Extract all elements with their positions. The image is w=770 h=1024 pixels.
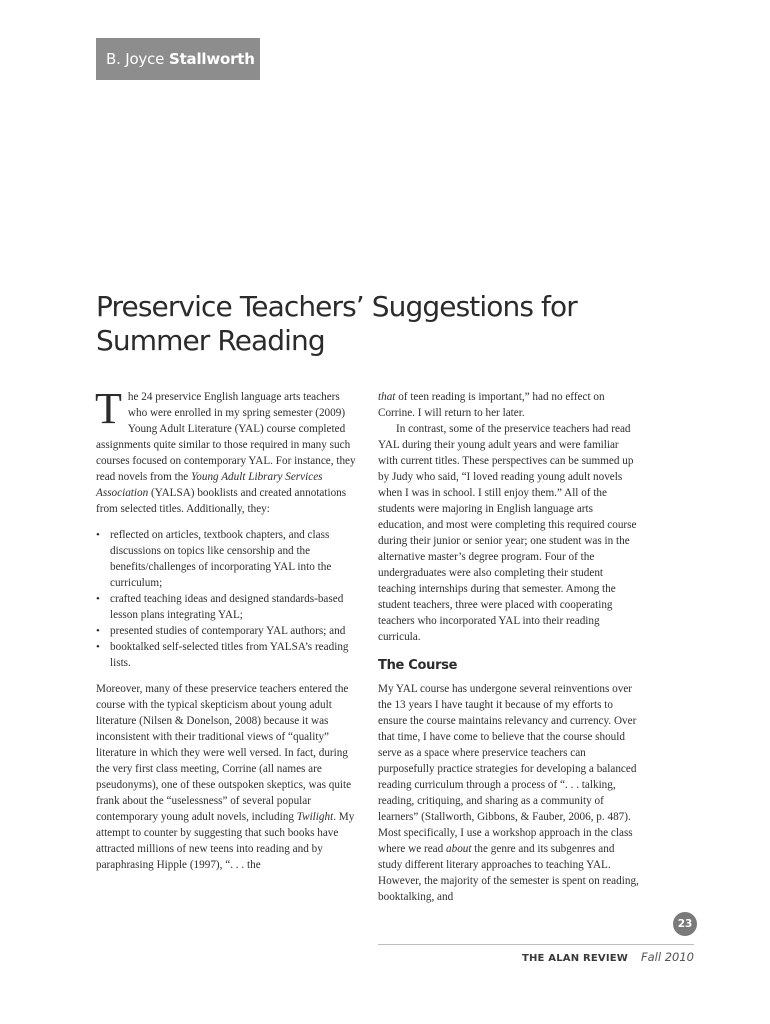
bullet-icon: • xyxy=(96,529,100,541)
continuation-text: of teen reading is important,” had no effect on Corrine. I will return to her later. xyxy=(378,391,605,419)
footer-divider xyxy=(378,944,694,945)
skepticism-text-a: Moreover, many of these preservice teachers entered the course with the typical skepticism about young adult literature (Nilsen & Donelson, 2008) because it was inconsistent with their traditional views of “quality” literature in which they were well versed. In fact, during the very first class meeting, Corrine (all names are pseudonyms), one of these outspoken skeptics, was quite frank about the “uselessness” of several popular contemporary young adult novels, including xyxy=(96,683,352,823)
course-paragraph xyxy=(378,681,640,905)
course-text-a: My YAL course has undergone several reinventions over the 13 years I have taught it because of my efforts to ensure the course maintains relevancy and currency. Over that time, I have come to believe that the course should serve as a space where preservice teachers can purposefully practice strategies for developing a balanced reading curriculum through a process of “. . . talking, reading, critiquing, and sharing as a community of learners” (Stallworth, Gibbons, & Fauber, 2006, p. 487). Most specifically, I use a workshop approach in the class where we read xyxy=(378,683,637,855)
bullet-icon: • xyxy=(96,593,100,605)
intro-text-b: (YALSA) booklists and created annotations from selected titles. Additionally, they: xyxy=(96,487,347,515)
article-title-line-2: Summer Reading xyxy=(96,324,325,357)
intro-paragraph xyxy=(95,384,356,517)
continuation-italic-text: that xyxy=(378,391,396,403)
bullet-icon: • xyxy=(96,625,100,637)
activity-list xyxy=(96,527,356,671)
list-item xyxy=(96,527,356,591)
intro-text-a: he 24 preservice English language arts teachers who were enrolled in my spring semester (2009) Young Adult Literature (YAL) course completed assignments quite similar to those required in many such courses focused on contemporary YAL. For instance, they read novels from the xyxy=(96,391,356,483)
skepticism-italic-text: Twilight xyxy=(296,811,334,823)
list-item-text: crafted teaching ideas and designed standards-based lesson plans integrating YAL; xyxy=(110,593,344,621)
list-item-text: reflected on articles, textbook chapters, and class discussions on topics like censorship and the benefits/challenges of incorporating YAL into the curriculum; xyxy=(110,529,332,589)
section-heading: The Course xyxy=(378,658,458,673)
author-header xyxy=(96,38,260,80)
author-first-name: B. Joyce xyxy=(106,50,165,68)
list-item xyxy=(96,591,356,623)
drop-cap: T xyxy=(95,384,122,433)
skepticism-text-b: . My attempt to counter by suggesting that such books have attracted millions of new teens into reading and by paraphrasing Hipple (1997), “. . . the xyxy=(96,811,355,871)
article-title-line-1: Preservice Teachers’ Suggestions for xyxy=(96,290,577,323)
list-item-text: presented studies of contemporary YAL authors; and xyxy=(110,625,346,637)
list-item xyxy=(96,623,356,639)
author-last-name: Stallworth xyxy=(168,50,255,68)
issue-date: Fall 2010 xyxy=(641,950,694,964)
journal-name: THE ALAN REVIEW xyxy=(521,953,629,964)
left-column xyxy=(95,384,356,873)
course-italic-text: about xyxy=(446,843,472,855)
article-title xyxy=(96,290,656,358)
bullet-icon: • xyxy=(96,641,100,653)
course-text-b: the genre and its subgenres and study different literary approaches to teaching YAL. However, the majority of the semester is spent on reading, booktalking, and xyxy=(378,843,639,903)
page-number-badge: 23 xyxy=(673,912,697,936)
continuation-paragraph xyxy=(378,389,640,421)
contrast-paragraph: In contrast, some of the preservice teachers had read YAL during their young adult years and were familiar with current titles. These perspectives can be summed up by Judy who said, “I loved reading young adult novels when I was in school. I still enjoy them.” All of the students were majoring in English language arts education, and most were completing this required course during their junior or senior year; one student was in the alternative master’s degree program. Four of the undergraduates were also completing their student teaching internships during that semester. Among the student teachers, three were placed with cooperating teachers who incorporated YAL into their reading curricula. xyxy=(378,423,637,643)
list-item xyxy=(96,639,356,671)
intro-italic-text: Young Adult Library Services Association xyxy=(96,471,323,499)
skepticism-paragraph xyxy=(96,681,356,873)
right-column xyxy=(378,389,640,905)
running-footer xyxy=(378,948,694,968)
list-item-text: booktalked self-selected titles from YALSA’s reading lists. xyxy=(110,641,349,669)
